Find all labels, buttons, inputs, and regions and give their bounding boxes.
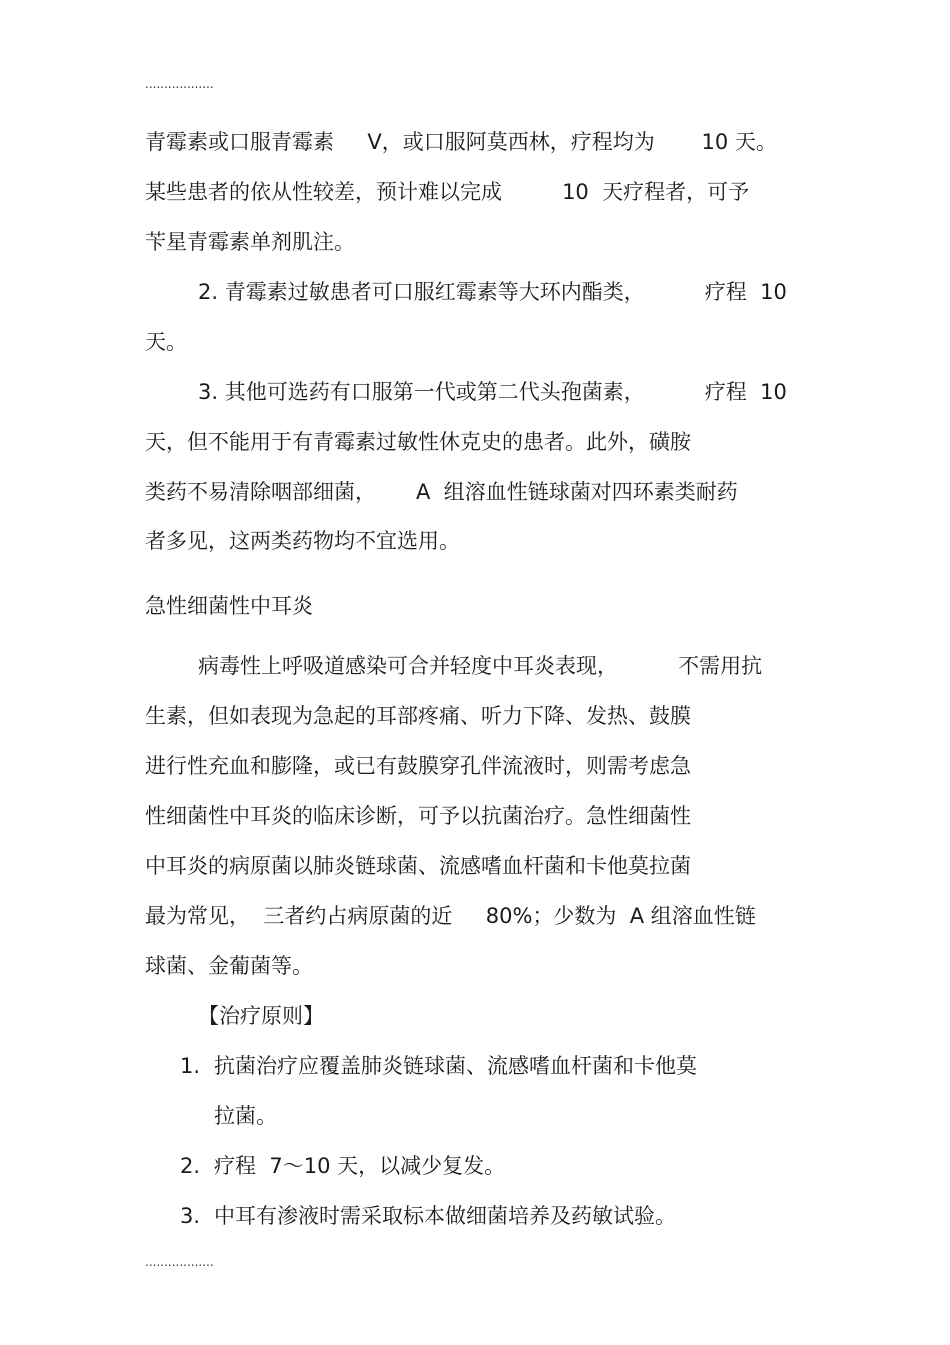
principle-title: 【治疗原则】: [198, 1004, 324, 1028]
list-item-1-line-1: 抗菌治疗应覆盖肺炎链球菌、流感嗜血杆菌和卡他莫: [214, 1054, 697, 1078]
p4-line-2: 生素，但如表现为急起的耳部疼痛、听力下降、发热、鼓膜: [145, 704, 691, 728]
p1-line-3: 苄星青霉素单剂肌注。: [145, 230, 355, 254]
p4-line-4: 性细菌性中耳炎的临床诊断，可予以抗菌治疗。急性细菌性: [145, 804, 691, 828]
section-heading: 急性细菌性中耳炎: [145, 594, 313, 618]
p3-line-2: 天，但不能用于有青霉素过敏性休克史的患者。此外，磺胺: [145, 430, 691, 454]
list-item-1-line-2: 拉菌。: [214, 1104, 277, 1128]
p2-line-2: 天。: [145, 330, 187, 354]
p1-line-2: 某些患者的依从性较差，预计难以完成 10 天疗程者，可予: [145, 180, 750, 204]
list-item-3-number: 3.: [180, 1204, 201, 1228]
list-item-1-number: 1.: [180, 1054, 201, 1078]
p3-line-4: 者多见，这两类药物均不宜选用。: [145, 529, 460, 553]
p1-line-1: 青霉素或口服青霉素 V，或口服阿莫西林，疗程均为 10 天。: [145, 130, 777, 154]
p2-line-1: 2. 青霉素过敏患者可口服红霉素等大环内酯类， 疗程 10: [198, 280, 787, 304]
list-item-2-line-1: 疗程 7～10 天，以减少复发。: [214, 1154, 506, 1178]
footer-dots: ..................: [145, 1255, 214, 1269]
p4-line-1: 病毒性上呼吸道感染可合并轻度中耳炎表现， 不需用抗: [198, 654, 763, 678]
p3-line-3: 类药不易清除咽部细菌， A 组溶血性链球菌对四环素类耐药: [145, 480, 738, 504]
list-item-2-number: 2.: [180, 1154, 201, 1178]
p3-line-1: 3. 其他可选药有口服第一代或第二代头孢菌素， 疗程 10: [198, 380, 787, 404]
p4-line-5: 中耳炎的病原菌以肺炎链球菌、流感嗜血杆菌和卡他莫拉菌: [145, 854, 691, 878]
list-item-3-line-1: 中耳有渗液时需采取标本做细菌培养及药敏试验。: [214, 1204, 676, 1228]
p4-line-7: 球菌、金葡菌等。: [145, 954, 313, 978]
p4-line-6: 最为常见， 三者约占病原菌的近 80%；少数为 A 组溶血性链: [145, 904, 756, 928]
header-dots: ..................: [145, 77, 214, 91]
p4-line-3: 进行性充血和膨隆，或已有鼓膜穿孔伴流液时，则需考虑急: [145, 754, 691, 778]
